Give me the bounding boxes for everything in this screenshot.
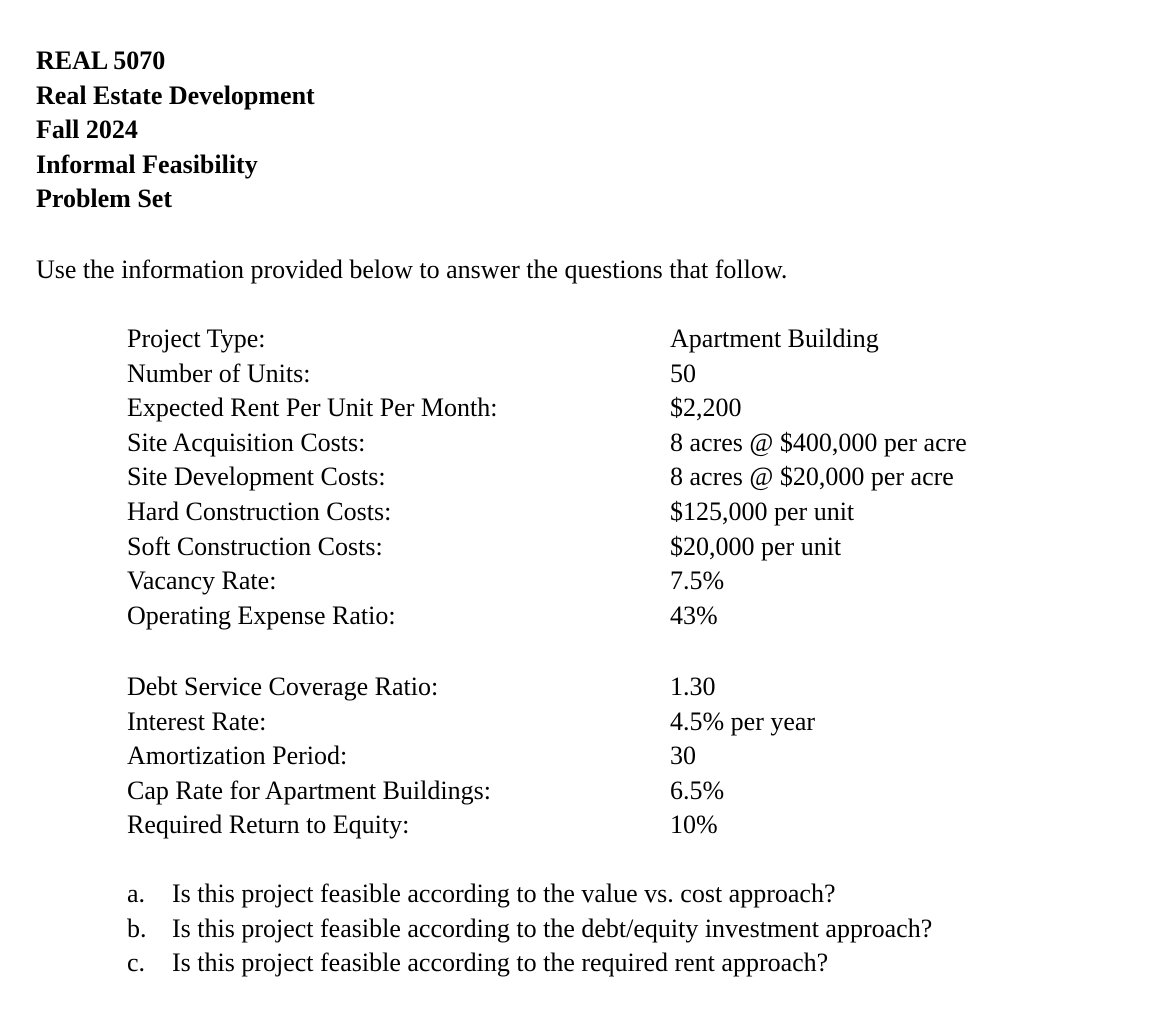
parameter-value: 50	[670, 358, 696, 388]
parameter-value: $20,000 per unit	[670, 531, 842, 561]
parameter-value: $125,000 per unit	[670, 496, 855, 526]
document-header	[36, 44, 315, 217]
parameter-value: Apartment Building	[670, 324, 879, 353]
assignment-title-line2: Problem Set	[36, 184, 172, 213]
parameter-value: 7.5%	[670, 566, 725, 596]
parameter-value: 4.5% per year	[670, 706, 816, 736]
parameter-label: Number of Units:	[127, 358, 311, 388]
parameter-value: 10%	[670, 810, 718, 840]
parameter-label: Soft Construction Costs:	[127, 531, 383, 561]
parameter-label: Debt Service Coverage Ratio:	[127, 672, 439, 701]
assignment-title-line1: Informal Feasibility	[36, 149, 258, 179]
course-title: Real Estate Development	[36, 80, 315, 110]
parameter-value: 8 acres @ $20,000 per acre	[670, 462, 954, 492]
question-marker: c.	[127, 948, 146, 977]
term: Fall 2024	[36, 115, 138, 144]
parameter-value: 1.30	[670, 672, 716, 701]
parameter-label: Amortization Period:	[127, 741, 348, 771]
parameter-value: 6.5%	[670, 775, 725, 805]
parameter-value: $2,200	[670, 393, 742, 423]
parameter-value: 8 acres @ $400,000 per acre	[670, 427, 967, 457]
parameter-value: 30	[670, 741, 696, 771]
parameter-value: 43%	[670, 600, 718, 630]
question-marker: a.	[127, 879, 146, 908]
parameter-label: Project Type:	[127, 324, 266, 353]
question-marker: b.	[127, 913, 147, 943]
parameter-label: Site Development Costs:	[127, 462, 386, 492]
parameter-label: Interest Rate:	[127, 706, 267, 736]
parameter-label: Hard Construction Costs:	[127, 496, 392, 526]
parameter-label: Site Acquisition Costs:	[127, 427, 366, 457]
parameter-label: Required Return to Equity:	[127, 810, 410, 840]
parameter-label: Cap Rate for Apartment Buildings:	[127, 775, 491, 805]
question-text: Is this project feasible according to the required rent approach?	[172, 948, 829, 977]
intro-paragraph: Use the information provided below to answer the questions that follow.	[36, 255, 788, 284]
parameter-label: Vacancy Rate:	[127, 566, 277, 596]
question-text: Is this project feasible according to the value vs. cost approach?	[172, 879, 836, 908]
question-text: Is this project feasible according to the debt/equity investment approach?	[172, 913, 933, 943]
parameter-label: Operating Expense Ratio:	[127, 600, 396, 630]
course-code: REAL 5070	[36, 46, 166, 75]
parameter-label: Expected Rent Per Unit Per Month:	[127, 393, 498, 423]
